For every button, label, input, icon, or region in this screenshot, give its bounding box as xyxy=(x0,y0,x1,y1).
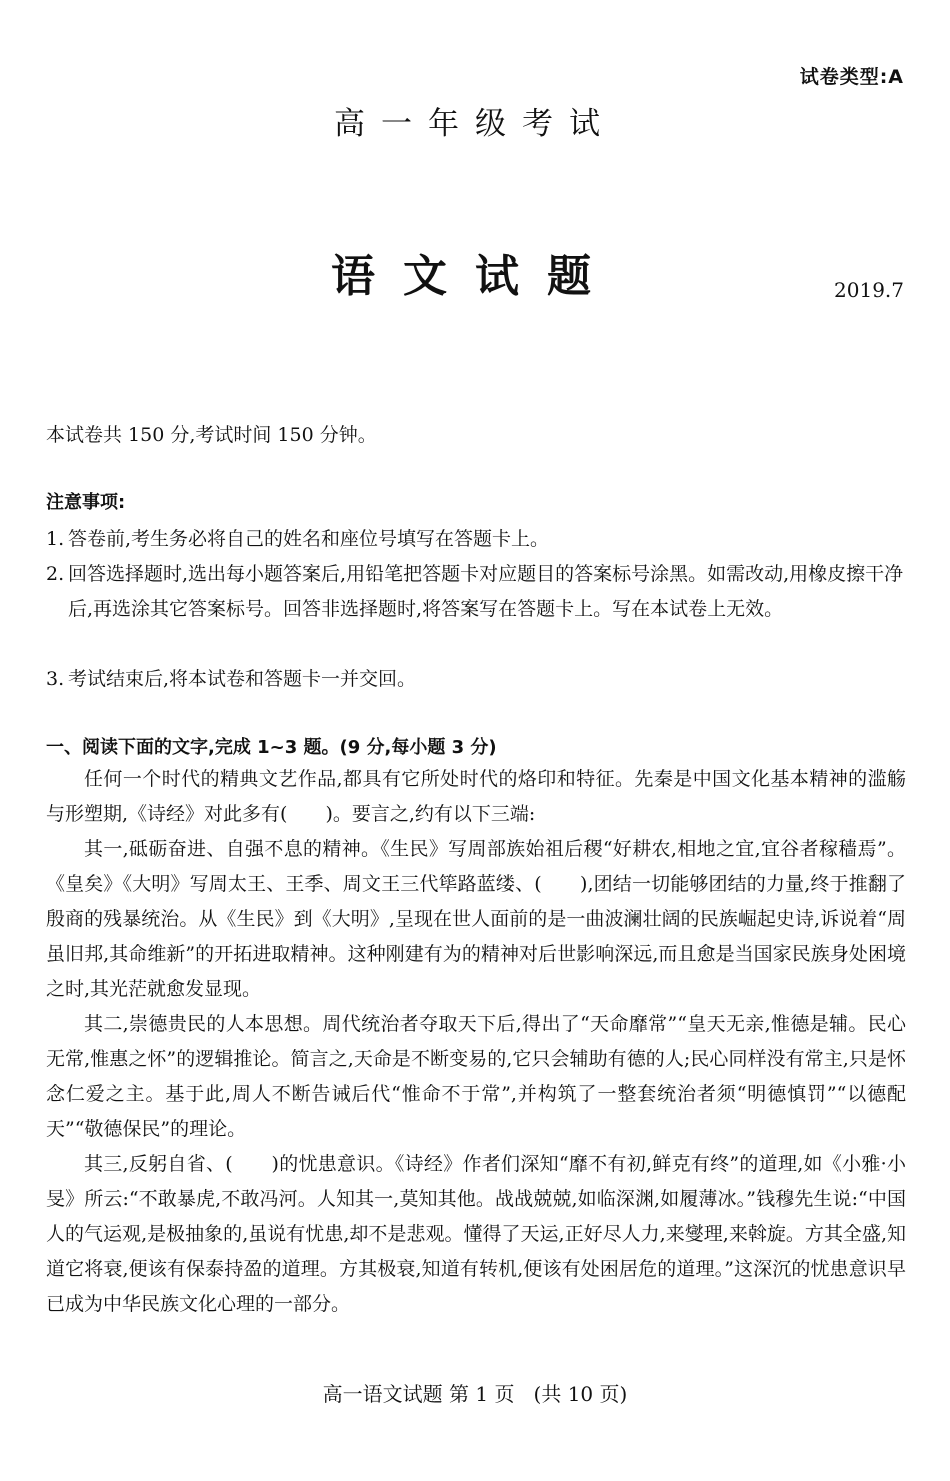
notice-item-text: 回答选择题时,选出每小题答案后,用铅笔把答题卡对应题目的答案标号涂黑。如需改动,用橡皮擦干净后,再选涂其它答案标号。回答非选择题时,将答案写在答题卡上。写在本试卷上无效。 xyxy=(68,563,904,620)
passage-paragraph: 其三,反躬自省、( )的忧患意识。《诗经》作者们深知“靡不有初,鲜克有终”的道理,如《小雅·小旻》所云:“不敢暴虎,不敢冯河。人知其一,莫知其他。战战兢兢,如临深渊,如履薄冰。”钱穆先生说:“中国人的气运观,是极抽象的,虽说有忧患,却不是悲观。懂得了天运,正好尽人力,来燮理,来斡旋。方其全盛,知道它将衰,便该有保泰持盈的道理。方其极衰,知道有转机,便该有处困居危的道理。”这深沉的忧患意识早已成为中华民族文化心理的一部分。 xyxy=(46,1153,906,1315)
notice-heading: 注意事项: xyxy=(46,492,126,513)
notice-item-number: 1. xyxy=(46,528,65,550)
page-footer xyxy=(0,1378,950,1407)
page-number: 高一语文试题 第 1 页 xyxy=(322,1382,515,1406)
section-heading: 一、阅读下面的文字,完成 1~3 题。(9 分,每小题 3 分) xyxy=(46,737,497,758)
passage-paragraph: 其二,崇德贵民的人本思想。周代统治者夺取天下后,得出了“天命靡常”“皇天无亲,惟德是辅。民心无常,惟惠之怀”的逻辑推论。简言之,天命是不断变易的,它只会辅助有德的人;民心同样没有常主,只是怀念仁爱之主。基于此,周人不断告诫后代“惟命不于常”,并构筑了一整套统治者须“明德慎罚”“以德配天”“敬德保民”的理论。 xyxy=(46,1013,906,1140)
exam-intro: 本试卷共 150 分,考试时间 150 分钟。 xyxy=(46,424,377,446)
notice-item xyxy=(46,522,906,557)
exam-date: 2019.7 xyxy=(834,278,904,302)
exam-title: 高一年级考试 xyxy=(334,106,616,142)
reading-passage xyxy=(46,762,906,1322)
notice-item xyxy=(46,662,906,697)
notice-item-text: 答卷前,考生务必将自己的姓名和座位号填写在答题卡上。 xyxy=(68,528,550,550)
notice-item xyxy=(46,557,906,627)
subject-title: 语文试题 xyxy=(331,251,619,302)
passage-paragraph: 其一,砥砺奋进、自强不息的精神。《生民》写周部族始祖后稷“好耕农,相地之宜,宜谷者稼穑焉”。《皇矣》《大明》写周太王、王季、周文王三代筚路蓝缕、( ),团结一切能够团结的力量,终于推翻了殷商的残暴统治。从《生民》到《大明》,呈现在世人面前的是一曲波澜壮阔的民族崛起史诗,诉说着“周虽旧邦,其命维新”的开拓进取精神。这种刚建有为的精神对后世影响深远,而且愈是当国家民族身处困境之时,其光茫就愈发显现。 xyxy=(46,838,906,1000)
passage-paragraph: 任何一个时代的精典文艺作品,都具有它所处时代的烙印和特征。先秦是中国文化基本精神的滥觞与形塑期,《诗经》对此多有( )。要言之,约有以下三端: xyxy=(46,768,906,825)
notice-item-number: 2. xyxy=(46,563,65,585)
paper-type-label: 试卷类型:A xyxy=(799,66,904,88)
page-total: (共 10 页) xyxy=(533,1382,628,1406)
notice-item-text: 考试结束后,将本试卷和答题卡一并交回。 xyxy=(68,668,417,690)
notice-item-number: 3. xyxy=(46,668,65,690)
